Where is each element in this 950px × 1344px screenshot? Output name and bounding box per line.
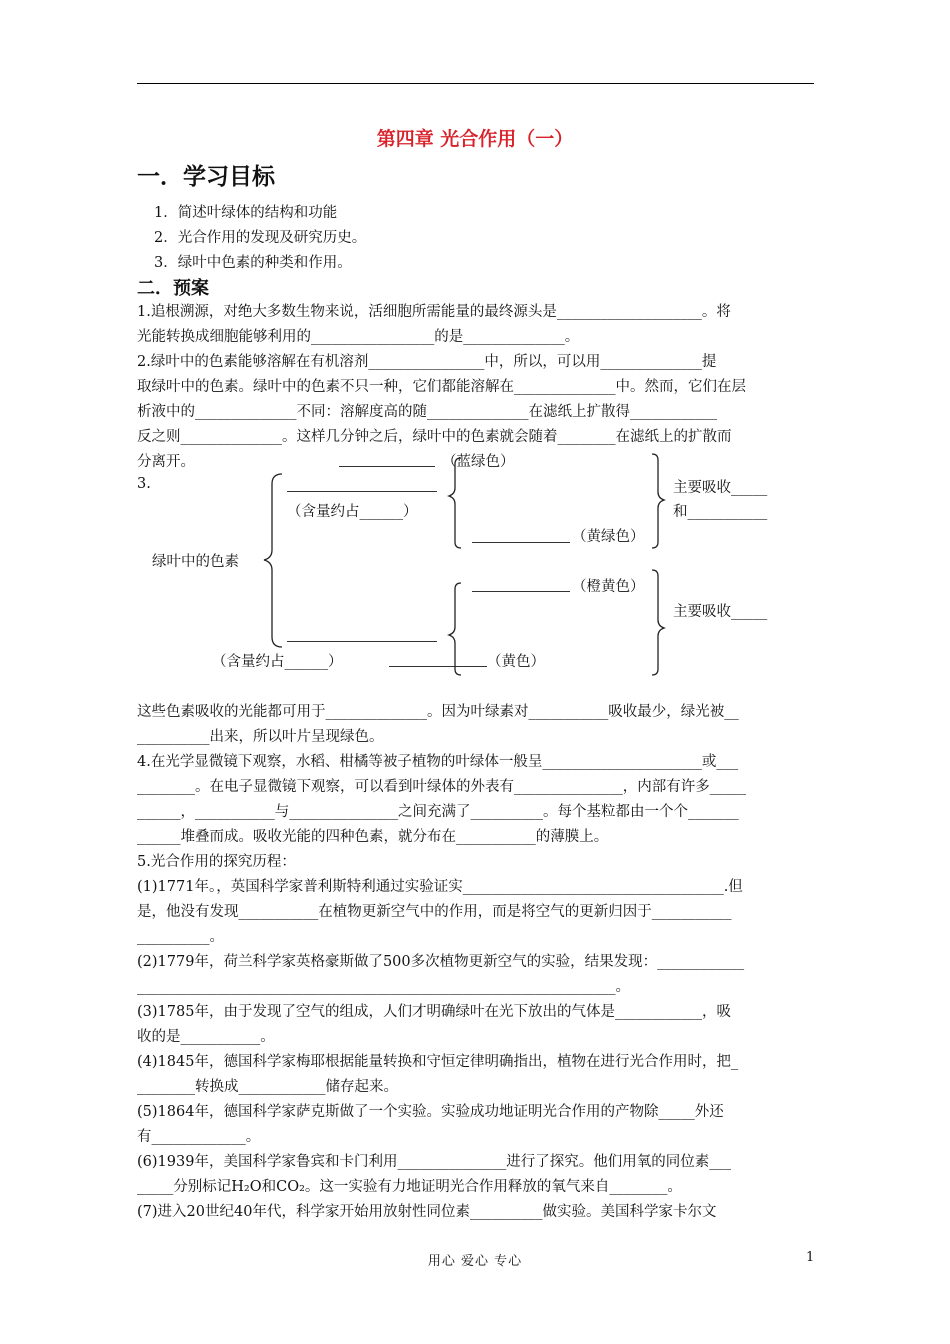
text-line: ________。在电子显微镜下观察，可以看到叶绿体的外表有_______________，内部有许多_____	[137, 779, 746, 795]
text-line: 是，他没有发现___________在植物更新空气中的作用，而是将空气的更新归因于___________	[137, 904, 732, 920]
text-line: 反之则______________。这样几分钟之后，绿叶中的色素就会随着________在滤纸上的扩散而	[137, 429, 732, 445]
pigment-label: （黄绿色）	[572, 529, 645, 545]
pigment-label: （蓝绿色）	[442, 454, 515, 470]
page-number: 1	[806, 1250, 815, 1265]
absorb-label: 主要吸收_____	[673, 480, 768, 496]
diagram-root-label: 绿叶中的色素	[152, 554, 239, 570]
text-line: 光能转换成细胞能够利用的_________________的是______________。	[137, 329, 580, 345]
text-line: (3)1785年，由于发现了空气的组成，人们才明确绿叶在光下放出的气体是____________，吸	[137, 1004, 731, 1020]
text-line: __________。	[137, 929, 224, 945]
section-heading-goals: 一．学习目标	[137, 164, 275, 190]
text-line: 4.在光学显微镜下观察，水稻、柑橘等被子植物的叶绿体一般呈______________________或___	[137, 754, 739, 770]
text-line: 5.光合作用的探究历程：	[137, 854, 296, 870]
text-line: 取绿叶中的色素。绿叶中的色素不只一种，它们都能溶解在______________中。然而，它们在层	[137, 379, 746, 395]
absorb-label: 和___________	[673, 504, 768, 520]
text-line: ______，___________与_______________之间充满了__________。每个基粒都由一个个_______	[137, 804, 739, 820]
text-line: ______堆叠而成。吸收光能的四种色素，就分布在___________的薄膜上。	[137, 829, 609, 845]
text-line: 有_____________。	[137, 1129, 261, 1145]
text-line: 这些色素吸收的光能都可用于______________。因为叶绿素对___________吸收最少，绿光被__	[137, 704, 739, 720]
text-line: __________________________________________________________________。	[137, 979, 630, 995]
goal-item: 1．简述叶绿体的结构和功能	[154, 205, 338, 221]
text-line: ________转换成____________储存起来。	[137, 1079, 398, 1095]
page-footer: 用心 爱心 专心	[427, 1254, 523, 1269]
text-line: _____分别标记H₂O和CO₂。这一实验有力地证明光合作用释放的氧气来自________。	[137, 1179, 682, 1195]
text-line: 收的是___________。	[137, 1029, 275, 1045]
pigment-label: （橙黄色）	[572, 579, 645, 595]
text-line: (7)进入20世纪40年代，科学家开始用放射性同位素__________做实验。美国科学家卡尔文	[137, 1204, 717, 1220]
group-label: （含量约占______）	[212, 654, 343, 670]
section-heading-preview: 二．预案	[137, 278, 209, 299]
text-line: (6)1939年，美国科学家鲁宾和卡门利用_______________进行了探究。他们用氧的同位素___	[137, 1154, 731, 1170]
question-number: 3.	[137, 476, 151, 492]
page-title: 第四章 光合作用（一）	[376, 128, 574, 150]
group-label: （含量约占______）	[287, 504, 418, 520]
brace-group1	[449, 458, 461, 548]
text-line: (5)1864年，德国科学家萨克斯做了一个实验。实验成功地证明光合作用的产物除_____外还	[137, 1104, 724, 1120]
text-line: 1.追根溯源，对绝大多数生物来说，活细胞所需能量的最终源头是____________________。将	[137, 304, 731, 320]
brace-absorb1	[652, 454, 664, 548]
brace-root	[264, 474, 282, 647]
text-line: (1)1771年。，英国科学家普利斯特利通过实验证实____________________________________.但	[137, 879, 743, 895]
text-line: 分离开。	[137, 454, 195, 470]
goal-item: 3．绿叶中色素的种类和作用。	[154, 255, 352, 271]
text-line: 析液中的______________不同：溶解度高的随______________在滤纸上扩散得____________	[137, 404, 717, 420]
pigment-label: （黄色）	[487, 654, 545, 670]
brace-group2	[449, 583, 461, 675]
brace-absorb2	[652, 570, 664, 675]
text-line: (4)1845年，德国科学家梅耶根据能量转换和守恒定律明确指出，植物在进行光合作用时，把_	[137, 1054, 739, 1070]
text-line: 2.绿叶中的色素能够溶解在有机溶剂________________中，所以，可以用______________提	[137, 354, 717, 370]
goal-item: 2．光合作用的发现及研究历史。	[154, 230, 367, 246]
text-line: __________出来，所以叶片呈现绿色。	[137, 729, 384, 745]
absorb-label: 主要吸收_____	[673, 604, 768, 620]
text-line: (2)1779年，荷兰科学家英格豪斯做了500多次植物更新空气的实验，结果发现：____________	[137, 954, 745, 970]
